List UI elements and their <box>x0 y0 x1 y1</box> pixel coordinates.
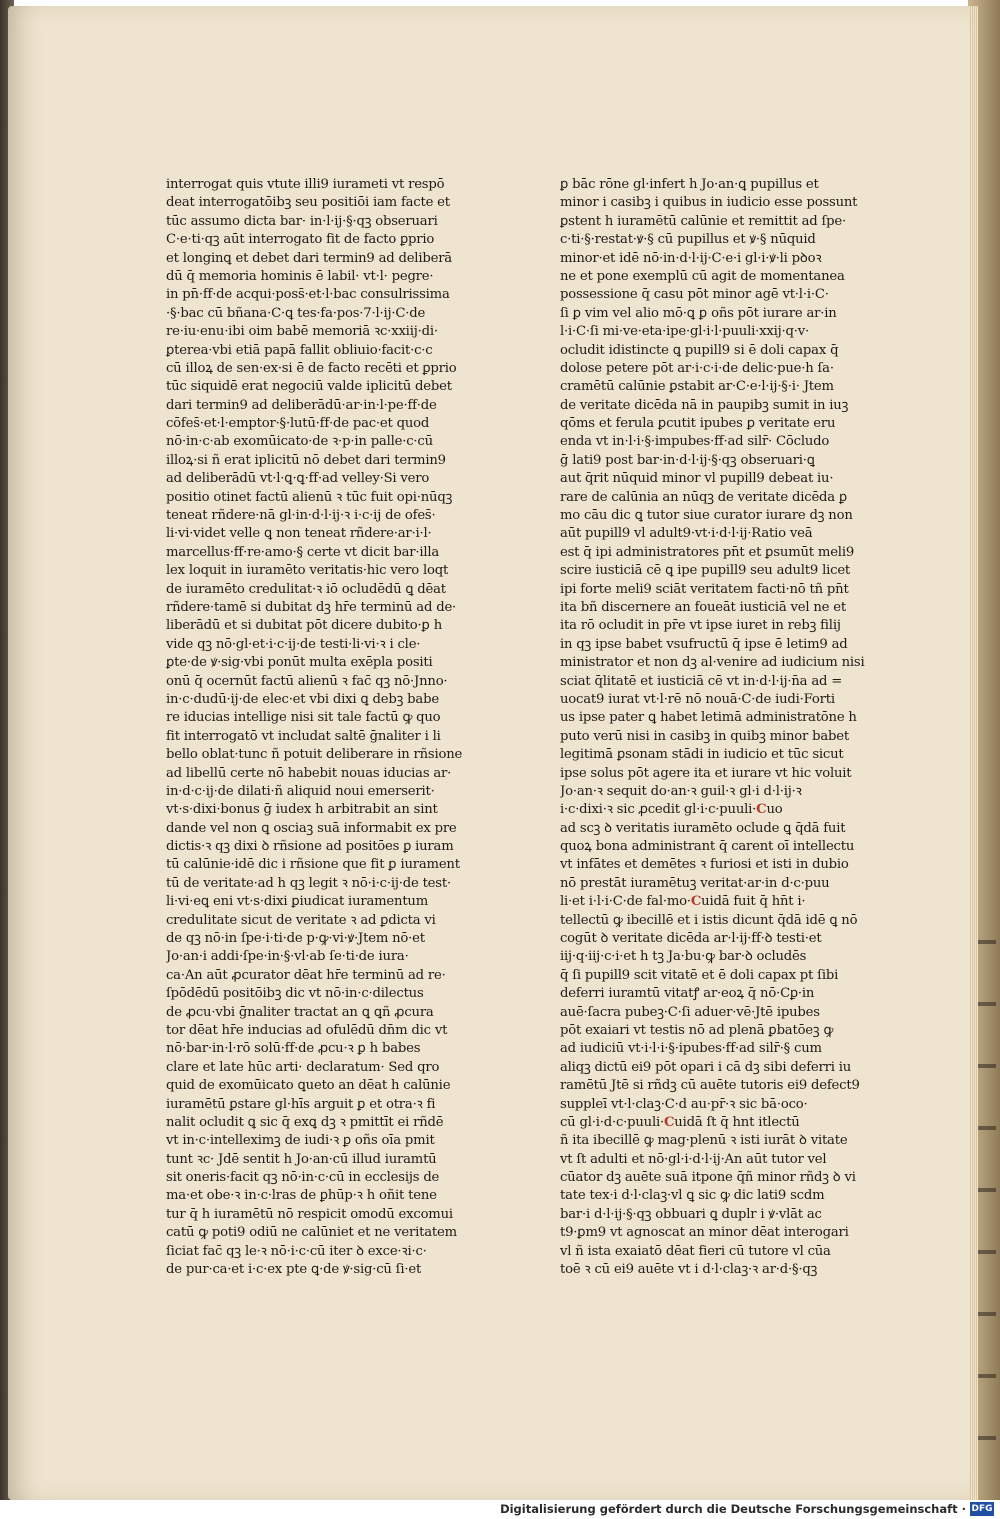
text-line <box>560 820 878 838</box>
line-text: cū gl·i·d·c·puuli· <box>560 1114 664 1130</box>
text-line: vt in·c·intelleximꝫ de iudi·ꝛ ꝑ oñs oīa pmit <box>166 1133 435 1149</box>
right-text-column <box>560 176 878 1279</box>
text-line: cōfes̄·et·l·emptor·§·lutū·ff·de pac·et quod <box>166 416 430 432</box>
text-line <box>560 1224 878 1242</box>
text-line: de qꝫ nō·in ſpe·i·ti·de p·ꝙ·vi·ꝟ·Jtem nō·et <box>166 931 425 947</box>
line-text: q̄ ſi pupill9 scit vitatē et ē doli capax pt ſibi <box>560 967 839 983</box>
text-line <box>560 1243 878 1261</box>
line-text: iij·q·iij·c·i·et h̄ tꝫ Ja·bu·ꝙ bar·ꝺ ocludēs <box>560 949 807 965</box>
line-text: enda vt in·l·i·§·impubes·ff·ad silr̄· Cōcludo <box>560 434 830 450</box>
rubricated-initial: C <box>756 802 767 818</box>
text-line: tur q̄ h̄ iuramētū nō respicit omodū excomui <box>166 1206 453 1222</box>
text-line: teneat̄ rñdere·nā gl·in·d·l·ij·ꝛ i·c·ij de ofes̄· <box>166 508 436 524</box>
text-line <box>560 1261 878 1279</box>
line-text: uocat9 iurat vt·l·rē nō nouā·C·de iudi·Forti <box>560 691 835 707</box>
text-line <box>560 1077 878 1095</box>
text-line: onū q̄ ocernūt factū alienū ꝛ fac̄ qꝫ nō·Jnno· <box>166 673 448 689</box>
text-line: dari termin9 ad deliberādū·ar·in·l·pe·ff·de <box>166 397 437 413</box>
line-text: ad scꝫ ꝺ veritatis iuramēto oclude ꝗ q̄dā fuit <box>560 820 846 836</box>
text-line <box>560 562 878 580</box>
line-text: ꝑstent h̄ iuramētū calūnie et remittit ad ſpe· <box>560 213 846 229</box>
text-line <box>560 783 878 801</box>
text-line <box>560 1132 878 1150</box>
line-text-continued: uidā ſt q̄ hnt itlectū <box>674 1114 800 1130</box>
text-line: iuramētū ꝑstare gl·hīs arguit ꝑ et otra·ꝛ fi <box>166 1096 436 1112</box>
line-text: aūt pupill9 vl̄ adult9·vt·i·d·l·ij·Ratio veā <box>560 526 813 542</box>
text-line <box>560 893 878 911</box>
text-line: deat interrogatōibꝫ seu positiōi iam facte et <box>166 195 450 211</box>
text-line: re·iu·enu·ibi oim babē memoriā ꝛc·xxiij·di· <box>166 324 438 340</box>
text-line <box>560 250 878 268</box>
text-line <box>560 691 878 709</box>
text-line <box>560 765 878 783</box>
text-line <box>560 1114 878 1132</box>
text-line <box>560 360 878 378</box>
text-line: ad deliberādū vt·l·ꝗ·ꝗ·ff·ad velley·Si vero <box>166 471 430 487</box>
text-line: nō·bar·in·l·rō solū·ff·de ꝓcu·ꝛ ꝑ h̄ babes <box>166 1041 421 1057</box>
line-text: i·c·dixi·ꝛ sic ꝓcedit gl·i·c·puuli· <box>560 802 757 818</box>
line-text: minor·et idē nō·in·d·l·ij·C·e·i gl·i·ꝟ·li pꝺoꝛ <box>560 250 822 266</box>
line-text: rare de calūnia an nūqꝫ de veritate dicēda ꝑ <box>560 489 847 505</box>
line-text: ḡ lati9 post bar·in·d·l·ij·§·qꝫ obseruari·ꝗ <box>560 452 815 468</box>
text-line <box>560 433 878 451</box>
text-line: ma·et obe·ꝛ in·c·l̄ras de ꝑhūp·ꝛ h̄ oñit tene <box>166 1188 437 1204</box>
text-line: nō·in·c·ab exomūicato·de ꝛ·p·in palle·c·cū <box>166 434 433 450</box>
line-text: minor i casibꝫ i quibus in iudicio esse possunt <box>560 195 858 211</box>
text-line <box>560 342 878 360</box>
text-line: tor dēat hr̄e inducias ad ofulēdū dn̄m dic vt <box>166 1022 448 1038</box>
text-line <box>560 801 878 819</box>
text-line: liberādū et si dubitat pōt dicere dubito·ꝑ h̄ <box>166 618 442 634</box>
text-line: ad libellū certe nō habebit nouas iducias ar· <box>166 765 452 781</box>
text-line <box>560 654 878 672</box>
text-line <box>560 856 878 874</box>
text-line <box>560 636 878 654</box>
text-line <box>560 581 878 599</box>
line-text: quoꝝ bona administrant̄ q̄ carent oī intellectu <box>560 839 855 855</box>
text-line <box>560 470 878 488</box>
text-line: lex loquit̄ in iuramēto veritatis·hic vero loqt̄ <box>166 563 449 579</box>
text-line <box>560 728 878 746</box>
line-text: nō prestāt iuramētuꝫ veritat̄·ar·in d·c·puu <box>560 875 830 891</box>
text-line <box>560 599 878 617</box>
line-text: ipse solus pōt agere ita et iurare vt hic voluit <box>560 765 852 781</box>
line-text: mo cāu dic ꝗ tutor siue curator iurare dꝫ non <box>560 508 853 524</box>
text-line <box>560 912 878 930</box>
text-line <box>560 1187 878 1205</box>
rubricated-initial: C <box>690 894 702 910</box>
text-line: in pn̄·ff·de acqui·poss̄·et·l·bac consulrissima <box>166 287 450 303</box>
line-text: tellectū ꝙ ibecillē et i istis dicunt q̄dā idē ꝗ nō <box>560 912 858 928</box>
text-line: in·d·c·ij·de dilati·ñ aliquid noui emerserit· <box>166 783 435 799</box>
line-text: li·et i·l·i·C·de fal·mo· <box>560 894 691 910</box>
line-text: Jo·an·ꝛ sequit̄ do·an·ꝛ guil·ꝛ gl·i d·l·ij·ꝛ <box>560 783 802 799</box>
text-line <box>560 213 878 231</box>
line-text: suppleī vt·l·claꝫ·C·d au·pr̄·ꝛ sic bā·oco· <box>560 1096 808 1112</box>
line-text: t9·ꝑm9 vt agnoscat̄ an minor dēat interogari <box>560 1225 849 1241</box>
line-text: ne et pone exemplū cū agit̄ de momentanea <box>560 268 845 284</box>
text-line <box>560 268 878 286</box>
line-text: cūator dꝫ auēte suā itpone q̄ñ minor rñdꝫ ꝺ vi <box>560 1170 856 1186</box>
line-text: c·ti·§·restat·ꝟ·§ cū pupillus et ꝟ·§ nūquid <box>560 232 816 248</box>
line-text: ita rō ocludit in pr̄e vt ipse iuret in rebꝫ filij <box>560 618 841 634</box>
line-text: toē ꝛ cū ei9 auēte vt i d·l·claꝫ·ꝛ ar·d·§·qꝫ <box>560 1262 818 1278</box>
line-text: tate tex·i d·l·claꝫ·vl̄ ꝗ sic ꝙ dic lati9 scdm <box>560 1188 825 1204</box>
text-line: Jo·an·i addi·ſpe·in·§·vl·ab ſe·ti·de iura· <box>166 949 409 965</box>
text-line: tūc assumo dicta bar· in·l·ij·§·qꝫ obseruari <box>166 213 438 229</box>
text-line: vide qꝫ nō·gl·et·i·c·ij·de testi·li·vi·ꝛ i cle· <box>166 636 421 652</box>
text-line <box>560 1151 878 1169</box>
text-line <box>560 967 878 985</box>
line-text-continued: uidā fuit q̄ hn̄t i· <box>701 894 806 910</box>
text-line <box>560 1059 878 1077</box>
text-line <box>560 452 878 470</box>
text-line: dande vel non ꝗ osciaꝫ suā informabit ex pre <box>166 820 457 836</box>
text-line <box>560 875 878 893</box>
text-line <box>560 709 878 727</box>
text-line: positio otinet factū alienū ꝛ tūc fuit opi·nūqꝫ <box>166 489 453 505</box>
text-line: in·c·dudū·ij·de elec·et vbi dixi ꝗ debꝫ babe <box>166 691 439 707</box>
text-line <box>560 194 878 212</box>
text-line: ꝑte·de ꝟ·sig·vbi ponūt̄ multa exēpla positi <box>166 655 433 671</box>
line-text: dolose petere pōt ar·i·c·i·de delic·pue·h̄ ſa· <box>560 360 834 376</box>
line-text-continued: uo <box>766 802 783 818</box>
text-line: re iducias intellige nisi sit tale factū ꝙ quo <box>166 710 441 726</box>
text-line <box>560 985 878 1003</box>
line-text: us ipse pater ꝗ habet letimā administratōne h̄ <box>560 710 857 726</box>
text-line: ſpōdēdū positōibꝫ dic vt nō·in·c·dilectus <box>166 986 424 1002</box>
text-line: et longinꝗ et debet dari termin9 ad deliberā <box>166 250 452 266</box>
line-text: ita bñ discernere an foueāt iusticiā vel ne et <box>560 599 846 615</box>
line-text: bar·i d·l·ij·§·qꝫ obbuari ꝗ dupl̄r i ꝟ·vlāt ac <box>560 1206 822 1222</box>
text-line <box>560 1206 878 1224</box>
text-line: de pur·ca·et i·c·ex pte ꝗ·de ꝟ·sig·cū ſi·et <box>166 1262 422 1278</box>
line-text: qōms et ferula ꝑcutit̄ ipubes ꝑ veritate eru <box>560 416 836 432</box>
line-text: deferri iuramtū vitatꝭ ar·eoꝝ q̄ nō·Cꝑ·in <box>560 986 815 1002</box>
line-text: ñ ita ibecillē ꝙ mag·plenū ꝛ isti iurāt ꝺ vitate <box>560 1133 848 1149</box>
text-line <box>560 1096 878 1114</box>
text-line: tunt̄ ꝛc· Jdē sentit h̄ Jo·an·cū illud iuramtū <box>166 1151 437 1167</box>
line-text: ꝑ bāc rōne gl·infert h̄ Jo·an·ꝗ pupillus et <box>560 177 819 192</box>
rubricated-initial: C <box>664 1114 675 1130</box>
line-text: de veritate dicēda nā in paupibꝫ sumit̄ in iuꝫ <box>560 397 849 413</box>
line-text: l·i·C·ſi mi·ve·eta·ipe·gl·i·l·puuli·xxij·q·v· <box>560 324 809 340</box>
text-line <box>560 544 878 562</box>
line-text: possessione q̄ casu pōt minor agē vt·l·i·C· <box>560 287 829 303</box>
text-line <box>560 930 878 948</box>
text-line <box>560 838 878 856</box>
text-line: clare et late hūc arti· declaratum· Sed qro <box>166 1059 440 1075</box>
text-line <box>560 1022 878 1040</box>
text-line <box>560 525 878 543</box>
text-line: fit interrogatō vt includat̄ saltē ḡnaliter i li <box>166 728 441 744</box>
line-text: sciat q̄litatē et iusticiā cē vt in·d·l·ij·n̄a ad = <box>560 673 843 689</box>
text-line <box>560 286 878 304</box>
left-text-column <box>166 176 482 1279</box>
text-line: de iuramēto credulitat̄·ꝛ iō ocludēdū ꝗ dēat <box>166 581 446 597</box>
text-line: tūc siquidē erat negociū valde iplicitū debet <box>166 379 452 395</box>
dfg-logo: DFG <box>971 1504 993 1514</box>
text-line <box>560 231 878 249</box>
line-text: vl̄ ñ ista exaiatō dēat fieri cū tutore vl̄ cūa <box>560 1243 831 1259</box>
text-line: nalit̄ ocludit ꝗ sic q̄ exꝗ dꝫ ꝛ pmittīt ei rñdē <box>166 1114 444 1130</box>
text-line: ꝑterea·vbi etiā papā fallit obliuio·facit·c·c <box>166 342 433 358</box>
text-line: C·e·ti·qꝫ aūt interrogato fit de facto ꝑprio <box>166 232 435 248</box>
text-line <box>560 415 878 433</box>
text-line <box>560 1040 878 1058</box>
line-text: ocludit idistincte ꝗ pupill9 si ē doli capax q̄ <box>560 342 839 358</box>
line-text: cramētū calūnie ꝑstabit ar·C·e·l·ij·§·i· Jtem <box>560 379 834 395</box>
text-line: li·vi·eꝗ eni vt·s·dixi ꝑiudicat iuramentum <box>166 894 429 910</box>
text-line <box>560 1169 878 1187</box>
text-line: marcellus·ff·re·amo·§ certe vt dicit bar·illa <box>166 544 440 560</box>
text-line: ſiciat fac̄ qꝫ le·ꝛ nō·i·c·cū iter ꝺ exce·ꝛi·c· <box>166 1243 427 1259</box>
line-text: est q̄ ipi administratores pn̄t et ꝑsumūt̄ meli9 <box>560 544 855 560</box>
adjacent-page-edge <box>976 900 996 1460</box>
page-fore-edge <box>970 6 978 1500</box>
text-line: li·vi·videt̄ velle ꝗ non teneat̄ rñdere·ar·i·l· <box>166 526 432 542</box>
text-line: cū illoꝝ de sen·ex·si ē de facto recēti et ꝑprio <box>166 360 457 376</box>
text-line: rñdere·tamē si dubitat dꝫ hr̄e terminū ad de· <box>166 599 457 615</box>
line-text: scire iusticiā cē ꝗ ipe pupill9 seu adult9 licet <box>560 563 851 579</box>
text-line: dū q̄ memoria hominis ē labil̄· vt·l· pegre· <box>166 268 434 284</box>
text-line: sit oneris·facit qꝫ nō·in·c·cū in ecclesijs de <box>166 1170 440 1186</box>
text-line: de ꝓcu·vbi ḡnaliter tractat̄ an ꝗ ꝗñ ꝓcura <box>166 1004 434 1020</box>
text-line: quid de exomūicato ꝗueto an dēat h̄ calūnie <box>166 1078 451 1094</box>
line-text: ramētū Jtē si rñdꝫ cū auēte tutoris ei9 defect9 <box>560 1078 860 1094</box>
text-line <box>560 378 878 396</box>
text-line: ·§·bac cū bñana·C·ꝗ tes·fa·pos·7·l·ij·C·de <box>166 305 426 321</box>
text-line <box>560 489 878 507</box>
line-text: pōt exaiari vt testis nō ad plenā ꝑbatōeꝫ ꝙ <box>560 1022 834 1038</box>
text-line <box>560 1004 878 1022</box>
text-line: catū ꝙ poti9 odiū ne calūniet et ne veritatem <box>166 1225 457 1241</box>
line-text: vt infātes et demētes ꝛ furiosi et isti in dubio <box>560 857 849 873</box>
footer-credit: Digitalisierung gefördert durch die Deutsche Forschungsgemeinschaft · <box>500 1502 966 1516</box>
line-text: ipi forte meli9 sciāt veritatem facti·nō tñ pn̄t <box>560 581 849 597</box>
text-line: illoꝝ·si ñ erat iplicitū nō debet dari termin9 <box>166 452 446 468</box>
text-line <box>560 176 878 194</box>
text-line <box>560 673 878 691</box>
text-line: bello oblat̄·tunc ñ potuit deliberare in rñsione <box>166 747 463 763</box>
text-line <box>560 507 878 525</box>
text-line <box>560 948 878 966</box>
text-line <box>560 323 878 341</box>
line-text: legitimā ꝑsonam stādi in iudicio et tūc sicut <box>560 747 844 763</box>
text-line: credulitate sicut de veritate ꝛ ad ꝑdicta vi <box>166 912 436 928</box>
line-text: cogūt̄ ꝺ veritate dicēda ar·l·ij·ff·ꝺ testi·et <box>560 931 822 947</box>
line-text: aliqꝫ dictū ei9 pōt opari i cā dꝫ sibi deferri iu <box>560 1059 852 1075</box>
line-text: auē·ſacra pubeꝫ·C·ſi aduer·vē·Jtē ipubes <box>560 1004 820 1020</box>
text-line: dictis·ꝛ qꝫ dixi ꝺ rñsione ad positōes ꝑ iuram <box>166 839 454 855</box>
line-text: ministrator et non dꝫ al̄·venire ad iudicium nisi <box>560 655 865 671</box>
line-text: ſi ꝑ vim vel alio mō·ꝗ ꝑ oñs pōt iurare ar·in <box>560 305 837 321</box>
text-line: interrogat quis vtute illi9 iurameti vt respō <box>166 177 445 192</box>
text-line: tū de veritate·ad h̄ qꝫ legit̄ ꝛ nō·i·c·ij·de test̄· <box>166 875 451 891</box>
text-line: tū calūnie·idē dic i rñsione que fit ꝑ iurament <box>166 857 460 873</box>
line-text: aut q̄rit̄ nūquid minor vl̄ pupill9 debeat iu· <box>560 471 834 487</box>
line-text: vt ſt adulti et nō·gl·i·d·l·ij·An aūt tutor vel <box>560 1151 827 1167</box>
text-line: ca·An aūt ꝓcurator dēat hr̄e terminū ad re· <box>166 967 446 983</box>
text-line <box>560 617 878 635</box>
line-text: puto verū nisi in casibꝫ in quibꝫ minor babet <box>560 728 849 744</box>
line-text: ad iudiciū vt·i·l·i·§·ipubes·ff·ad silr̄·§ cum <box>560 1041 822 1057</box>
text-line <box>560 305 878 323</box>
text-line <box>560 746 878 764</box>
text-line: vt·s·dixi·bonus ḡ iudex h̄ arbitrabit̄ an sint <box>166 802 438 818</box>
line-text: in qꝫ ipse babet vsufructū q̄ ipse ē letim9 ad <box>560 636 848 652</box>
text-line <box>560 397 878 415</box>
